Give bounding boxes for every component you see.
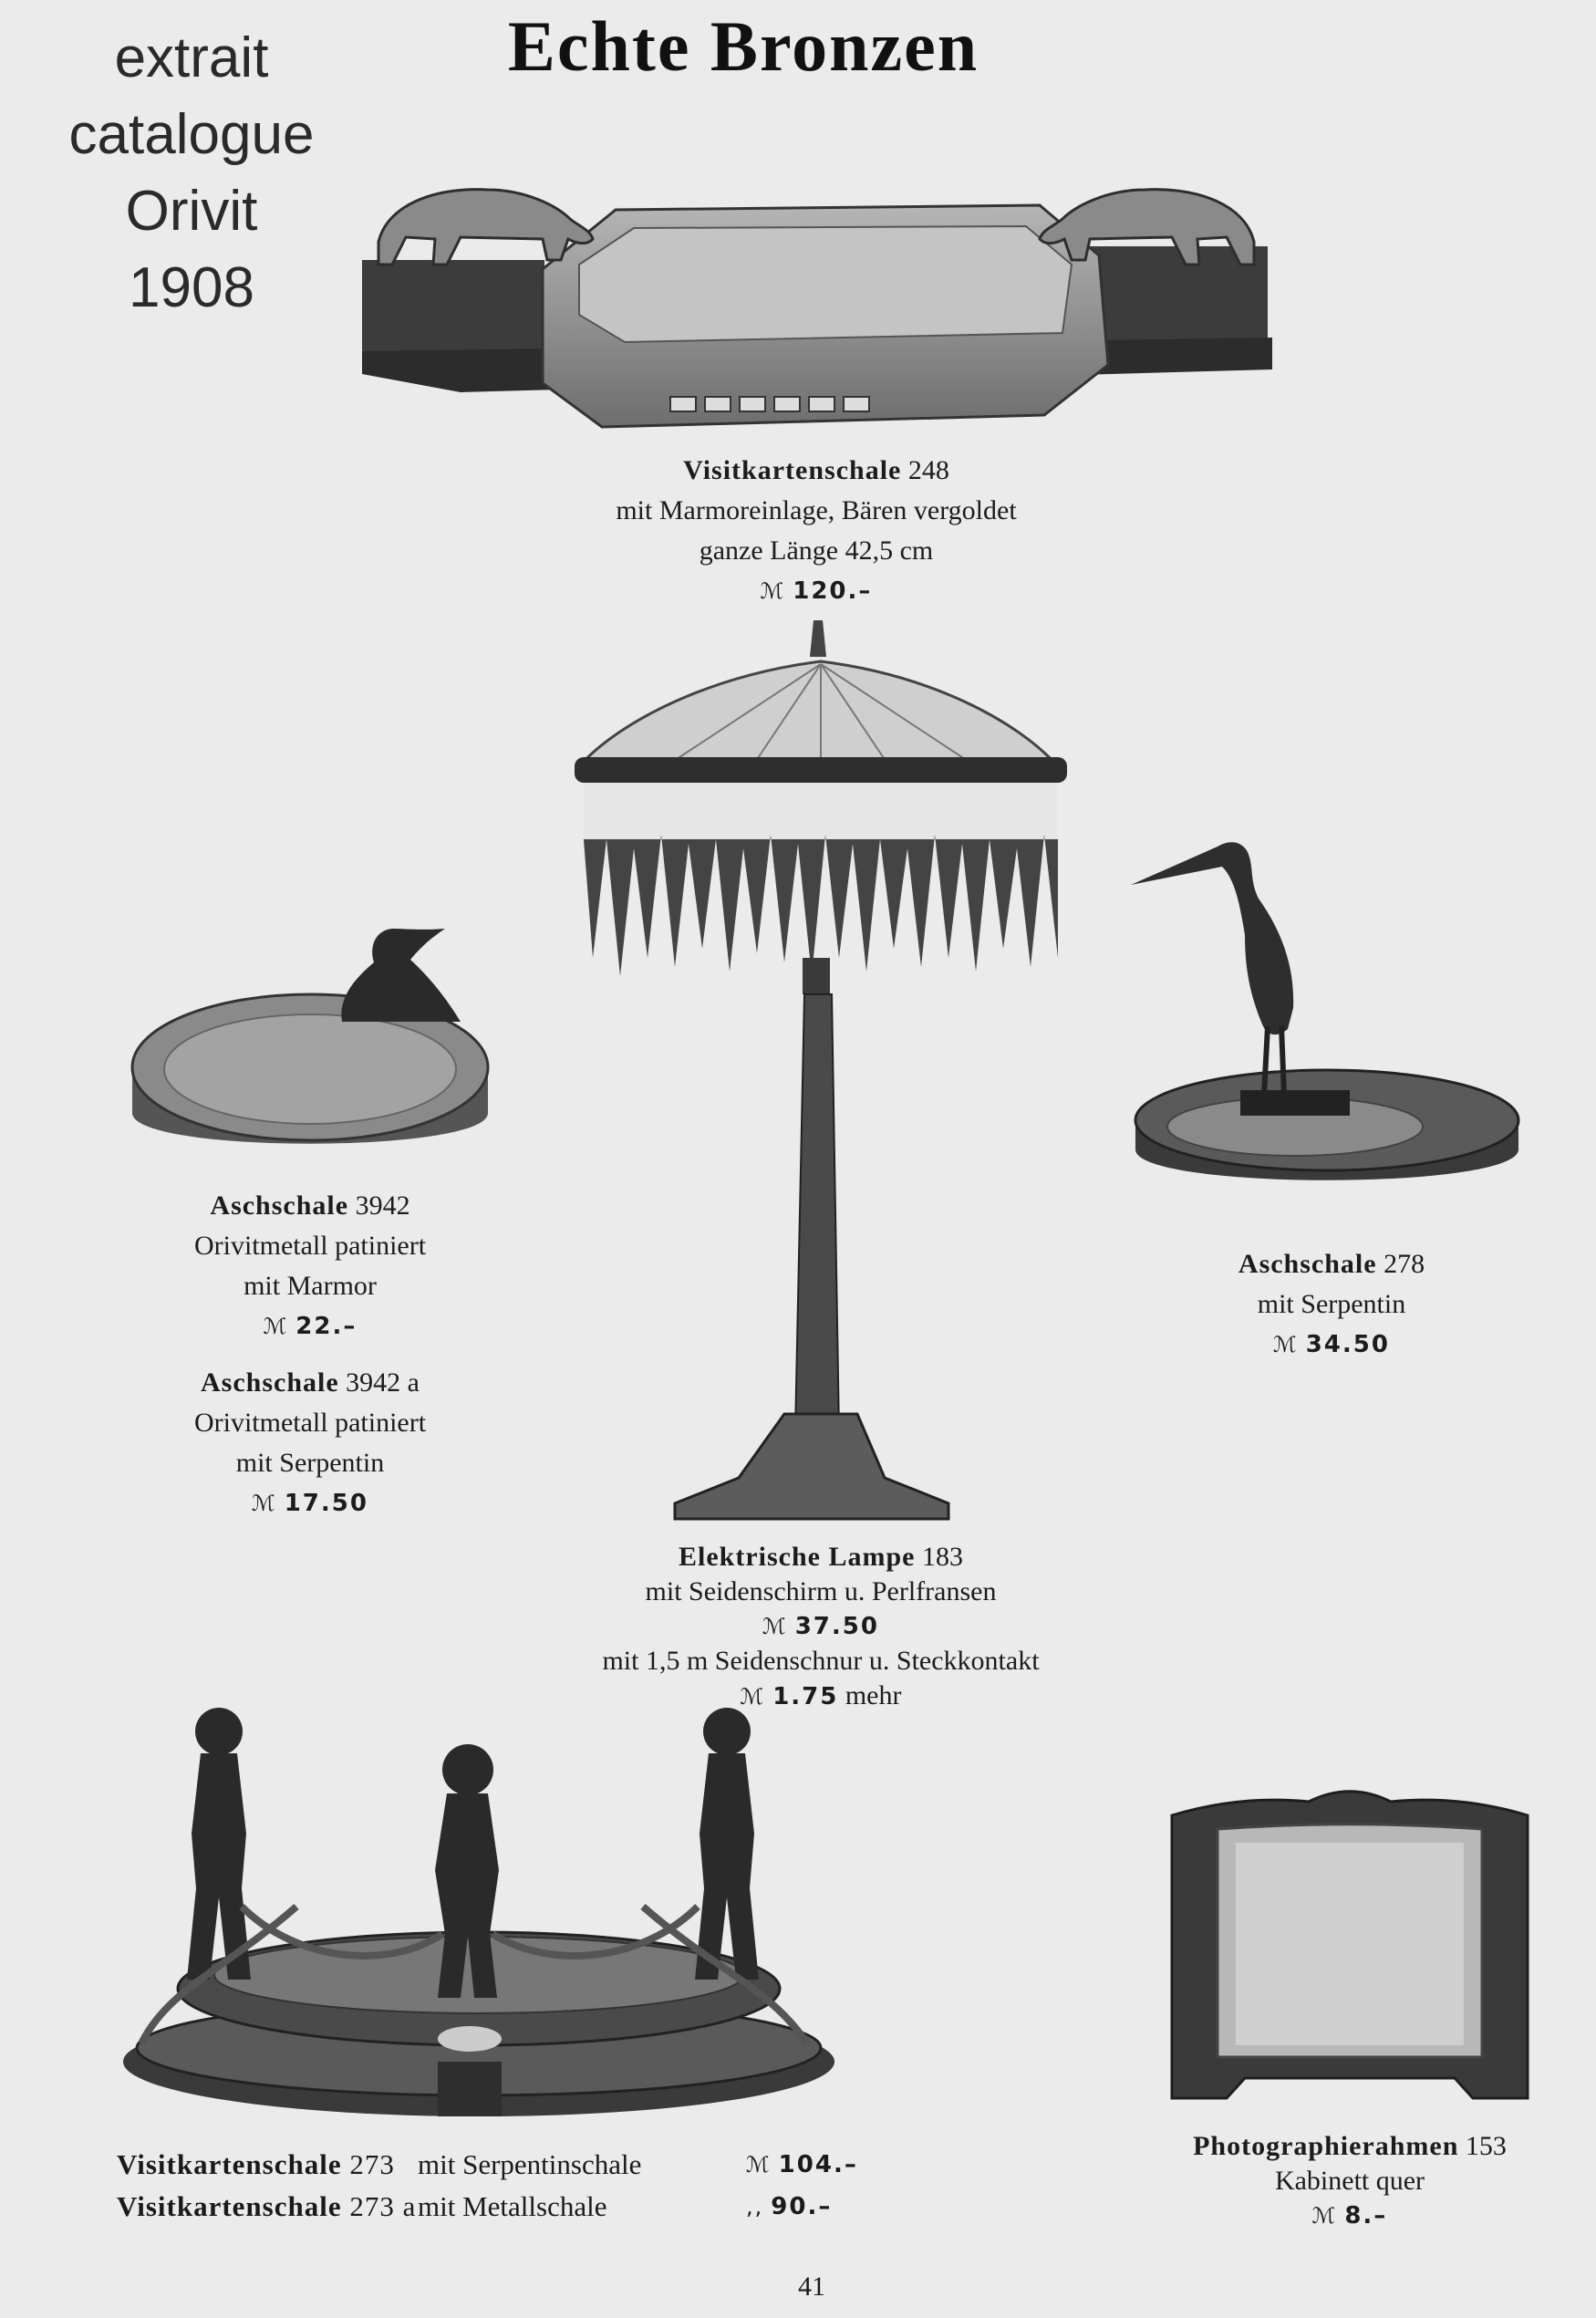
- stamp-line: 1908: [129, 256, 254, 319]
- item-price: 34.50: [1305, 1331, 1390, 1358]
- item-description: mit Metallschale: [418, 2190, 607, 2222]
- photo-frame-image: [1163, 1788, 1537, 2107]
- page-title: Echte Bronzen: [507, 6, 979, 86]
- item-name: Photographierahmen: [1193, 2131, 1459, 2161]
- item-price: 8.–: [1344, 2202, 1388, 2230]
- item-name: Visitkartenschale: [683, 455, 902, 485]
- catalogue-extract-note: [36, 20, 347, 327]
- stamp-line: Orivit: [125, 180, 258, 243]
- page-number: 41: [798, 2271, 825, 2302]
- price-row: [117, 2186, 865, 2228]
- item-number: 183: [921, 1542, 963, 1572]
- item-price: 17.50: [284, 1490, 368, 1517]
- currency-symbol: ℳ: [760, 578, 786, 604]
- heron-ashtray-image: [1131, 830, 1532, 1186]
- currency-symbol: ℳ: [252, 1491, 277, 1516]
- children-card-tray-image: [114, 1697, 834, 2126]
- item-number: 3942: [355, 1190, 410, 1221]
- item-name: Aschschale: [210, 1190, 349, 1221]
- item-material: mit Serpentin: [1257, 1289, 1406, 1319]
- currency-symbol: ℳ: [746, 2152, 772, 2178]
- item-number: 3942 a: [346, 1367, 420, 1398]
- currency-symbol: ℳ: [1273, 1332, 1299, 1357]
- item-description: mit Marmoreinlage, Bären vergoldet: [616, 495, 1017, 525]
- item-name: Visitkartenschale: [117, 2190, 342, 2222]
- ashtray-278-caption: [1158, 1244, 1505, 1365]
- item-number: 273 a: [349, 2190, 417, 2222]
- option-price-suffix: mehr: [845, 1680, 902, 1710]
- stamp-line: catalogue: [68, 103, 315, 166]
- bear-tray-caption: [524, 451, 1108, 611]
- item-description: Orivitmetall patiniert: [193, 1231, 427, 1261]
- children-tray-caption: [117, 2144, 865, 2228]
- option-price: 1.75: [772, 1683, 839, 1710]
- item-material: mit Serpentin: [235, 1448, 385, 1478]
- lamp-caption: [511, 1540, 1131, 1714]
- dog-ashtray-image: [128, 912, 492, 1177]
- ditto-mark: ,,: [746, 2194, 764, 2219]
- item-material: mit Marmor: [244, 1271, 377, 1301]
- item-option: mit 1,5 m Seidenschnur u. Steckkontakt: [602, 1646, 1040, 1676]
- item-description: mit Seidenschirm u. Perlfransen: [645, 1576, 997, 1606]
- item-name: Aschschale: [201, 1367, 339, 1398]
- item-description: mit Serpentinschale: [418, 2148, 642, 2180]
- item-name: Visitkartenschale: [117, 2148, 342, 2180]
- price-row: [117, 2144, 865, 2186]
- item-number: 153: [1465, 2131, 1507, 2161]
- item-price: 104.–: [778, 2151, 858, 2178]
- item-name: Aschschale: [1238, 1249, 1377, 1279]
- currency-symbol: ℳ: [263, 1314, 289, 1339]
- item-number: 273: [349, 2148, 395, 2180]
- item-price: 22.–: [295, 1313, 358, 1340]
- item-price: 90.–: [771, 2193, 833, 2220]
- photo-frame-caption: [1149, 2129, 1550, 2233]
- item-dimensions: ganze Länge 42,5 cm: [699, 535, 934, 566]
- item-description: Kabinett quer: [1274, 2166, 1425, 2196]
- item-description: Orivitmetall patiniert: [193, 1408, 427, 1438]
- item-price: 37.50: [794, 1613, 879, 1640]
- currency-symbol: ℳ: [1311, 2203, 1338, 2229]
- currency-symbol: ℳ: [740, 1684, 766, 1710]
- item-number: 278: [1384, 1249, 1425, 1279]
- stamp-line: extrait: [114, 26, 269, 89]
- ashtray-3942-caption: [119, 1186, 502, 1523]
- bear-card-tray-image: [351, 119, 1281, 447]
- item-number: 248: [907, 455, 949, 485]
- item-price: 120.–: [793, 577, 873, 605]
- item-name: Elektrische Lampe: [679, 1542, 916, 1572]
- currency-symbol: ℳ: [762, 1614, 788, 1639]
- electric-lamp-image: [565, 611, 1076, 1523]
